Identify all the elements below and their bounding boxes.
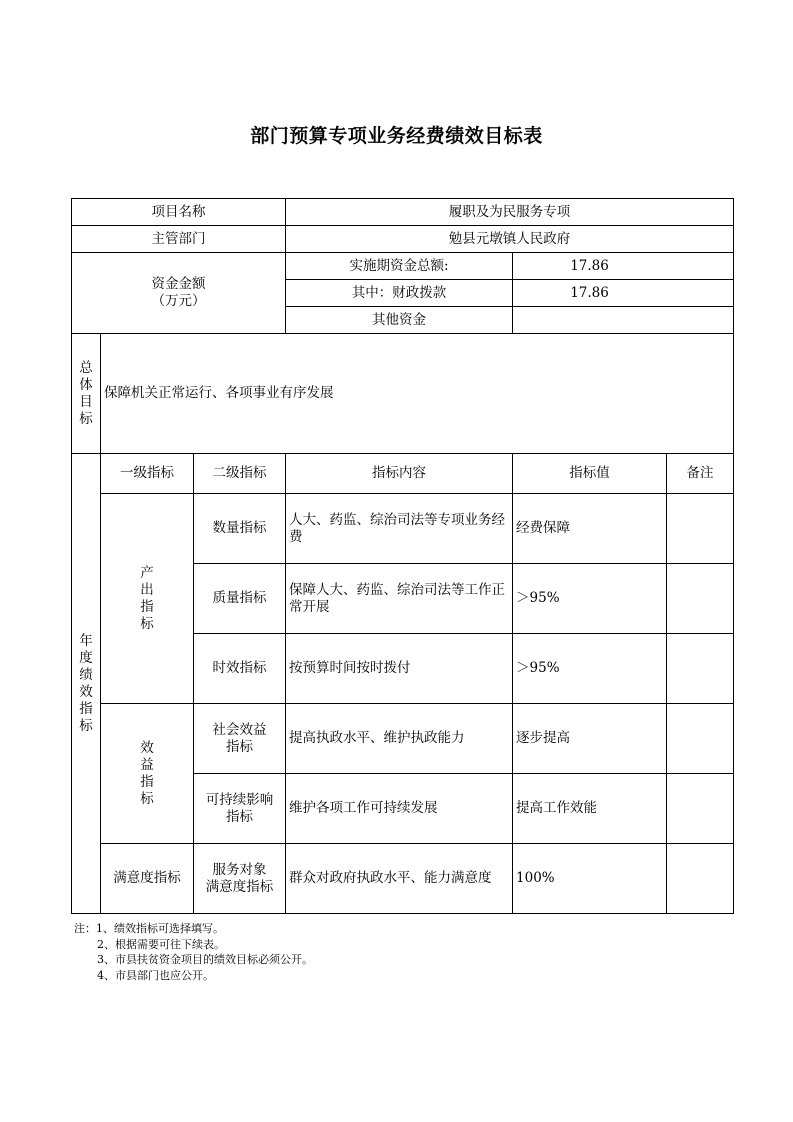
overall-goal-row (72, 334, 734, 454)
note-line: 3、市县扶贫资金项目的绩效目标必须公开。 (97, 953, 313, 966)
table-row (72, 704, 734, 774)
overall-goal-label (72, 334, 101, 454)
annual-indicator-char: 效 (79, 683, 93, 700)
level2-indicator: 数量指标 (194, 494, 286, 564)
project-name-value: 履职及为民服务专项 (286, 199, 734, 226)
overall-goal-char: 目 (79, 393, 93, 410)
level2-indicator: 时效指标 (194, 634, 286, 704)
overall-goal-char: 总 (79, 359, 93, 376)
level2-indicator (194, 774, 286, 844)
indicator-content: 按预算时间按时拨付 (286, 634, 513, 704)
indicator-value: ＞95% (513, 634, 667, 704)
benefit-indicator-char: 效 (140, 739, 154, 756)
department-row (72, 226, 734, 253)
overall-goal-text: 保障机关正常运行、各项事业有序发展 (101, 334, 734, 454)
output-indicator-char: 产 (140, 564, 154, 581)
project-name-label: 项目名称 (72, 199, 286, 226)
annual-indicator-char: 年 (79, 632, 93, 649)
benefit-indicator-char: 标 (140, 790, 154, 807)
output-indicator-char: 指 (140, 598, 154, 615)
indicator-note (667, 844, 734, 914)
indicator-note (667, 494, 734, 564)
level2-indicator-line: 指标 (226, 808, 253, 825)
indicator-note (667, 774, 734, 844)
performance-target-table (71, 198, 734, 914)
output-indicator-char: 出 (140, 581, 154, 598)
output-indicator-label (101, 494, 194, 704)
satisfaction-indicator-label: 满意度指标 (101, 844, 194, 914)
level2-indicator (194, 844, 286, 914)
annual-indicator-char: 绩 (79, 666, 93, 683)
annual-indicator-char: 度 (79, 649, 93, 666)
indicator-content: 维护各项工作可持续发展 (286, 774, 513, 844)
indicator-header-row (72, 454, 734, 494)
indicator-value: ＞95% (513, 564, 667, 634)
level2-indicator-line: 社会效益 (212, 721, 267, 738)
note-line: 4、市县部门也应公开。 (97, 968, 214, 982)
overall-goal-char: 体 (79, 376, 93, 393)
indicator-content: 提高执政水平、维护执政能力 (286, 704, 513, 774)
level2-indicator-line: 服务对象 (212, 861, 267, 878)
benefit-indicator-char: 益 (140, 756, 154, 773)
annual-indicator-char: 指 (79, 700, 93, 717)
indicator-value: 100% (513, 844, 667, 914)
annual-indicator-label (72, 454, 101, 914)
indicator-note (667, 564, 734, 634)
other-funds-label: 其他资金 (286, 307, 513, 334)
level2-indicator-line: 可持续影响 (205, 791, 274, 808)
indicator-value: 提高工作效能 (513, 774, 667, 844)
department-label: 主管部门 (72, 226, 286, 253)
note-line: 注：1、绩效指标可选择填写。 (74, 922, 224, 935)
funds-label (72, 253, 286, 334)
indicator-note (667, 704, 734, 774)
benefit-indicator-label (101, 704, 194, 844)
page-title: 部门预算专项业务经费绩效目标表 (250, 125, 543, 147)
indicator-note (667, 634, 734, 704)
level2-indicator-line: 指标 (226, 738, 253, 755)
output-indicator-char: 标 (140, 615, 154, 632)
notes (74, 921, 313, 983)
funds-label-line1: 资金金额 (151, 276, 206, 292)
level2-indicator: 质量指标 (194, 564, 286, 634)
funds-total-row (72, 253, 734, 280)
column-header: 二级指标 (194, 454, 286, 494)
table-row (72, 844, 734, 914)
fiscal-funds-label: 其中：财政拨款 (286, 280, 513, 307)
funds-label-line2: （万元） (151, 293, 206, 309)
column-header: 指标内容 (286, 454, 513, 494)
benefit-indicator-char: 指 (140, 773, 154, 790)
total-funds-value: 17.86 (513, 253, 734, 280)
table-row (72, 494, 734, 564)
indicator-value: 经费保障 (513, 494, 667, 564)
indicator-content: 保障人大、药监、综治司法等工作正常开展 (286, 564, 513, 634)
column-header: 备注 (667, 454, 734, 494)
column-header: 指标值 (513, 454, 667, 494)
indicator-value: 逐步提高 (513, 704, 667, 774)
level2-indicator (194, 704, 286, 774)
other-funds-value (513, 307, 734, 334)
indicator-content: 群众对政府执政水平、能力满意度 (286, 844, 513, 914)
department-value: 勉县元墩镇人民政府 (286, 226, 734, 253)
level2-indicator-line: 满意度指标 (205, 878, 274, 895)
overall-goal-char: 标 (79, 410, 93, 427)
note-line: 2、根据需要可往下续表。 (97, 937, 225, 951)
indicator-content: 人大、药监、综治司法等专项业务经费 (286, 494, 513, 564)
annual-indicator-char: 标 (79, 717, 93, 734)
project-name-row (72, 199, 734, 226)
total-funds-label: 实施期资金总额: (286, 253, 513, 280)
column-header: 一级指标 (101, 454, 194, 494)
fiscal-funds-value: 17.86 (513, 280, 734, 307)
